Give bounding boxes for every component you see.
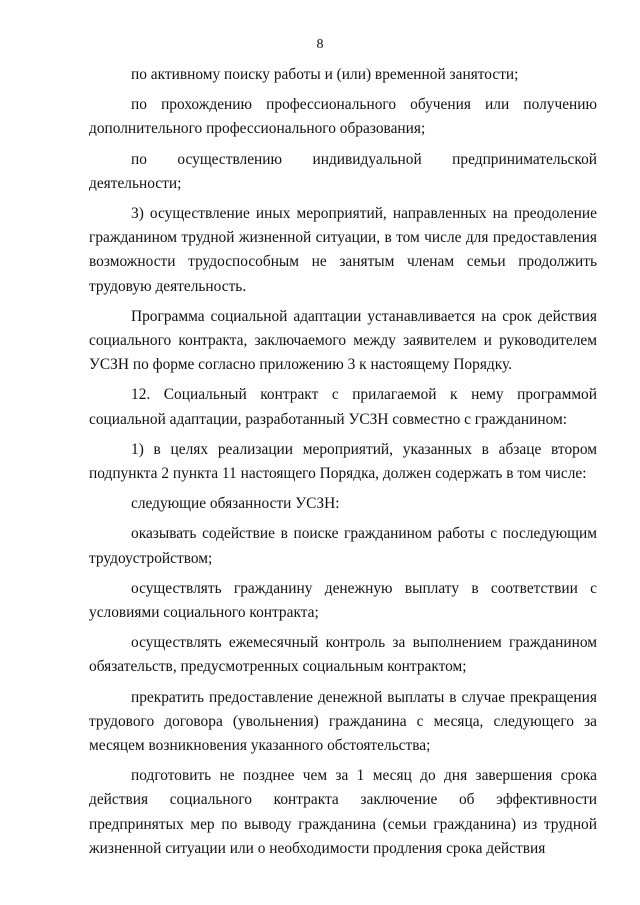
paragraph: по активному поиску работы и (или) временной занятости; xyxy=(131,66,519,83)
paragraph: Программа социальной адаптации устанавливается на срок действия социального контракта, заключаемого между заявителем и руководителем УСЗН по форме согласно приложению 3 к настоящему Порядку. xyxy=(89,307,597,374)
paragraph: по осуществлению индивидуальной предпринимательской деятельности; xyxy=(89,150,597,192)
paragraph: 12. Социальный контракт с прилагаемой к нему программой социальной адаптации, разработанный УСЗН совместно с гражданином: xyxy=(89,386,597,428)
paragraph: осуществлять гражданину денежную выплату в соответствии с условиями социального контракта; xyxy=(89,579,597,622)
paragraph: по прохождению профессионального обучения или получению дополнительного профессионального образования; xyxy=(89,96,597,138)
paragraph: осуществлять ежемесячный контроль за выполнением гражданином обязательств, предусмотренных социальным контрактом; xyxy=(89,634,597,676)
paragraph: подготовить не позднее чем за 1 месяц до дня завершения срока действия социального контракта заключение об эффективности предпринятых мер по выводу гражданина (семьи гражданина) из трудной жизненной ситуации или о необходимости продления срока действия xyxy=(89,767,597,857)
paragraph: оказывать содействие в поиске гражданином работы с последующим трудоустройством; xyxy=(89,525,597,567)
page-number: 8 xyxy=(316,37,324,52)
paragraph: прекратить предоставление денежной выплаты в случае прекращения трудового договора (увольнения) гражданина с месяца, следующего за месяцем возникновения указанного обстоятельства; xyxy=(89,688,597,755)
paragraph: 3) осуществление иных мероприятий, направленных на преодоление гражданином трудной жизненной ситуации, в том числе для предоставления возможности трудоспособным не занятым членам семьи продолжить трудовую деятельность. xyxy=(89,205,597,295)
paragraph: следующие обязанности УСЗН: xyxy=(131,495,340,513)
document-body xyxy=(89,63,597,861)
paragraph: 1) в целях реализации мероприятий, указанных в абзаце втором подпункта 2 пункта 11 настоящего Порядка, должен содержать в том числе: xyxy=(89,440,597,483)
